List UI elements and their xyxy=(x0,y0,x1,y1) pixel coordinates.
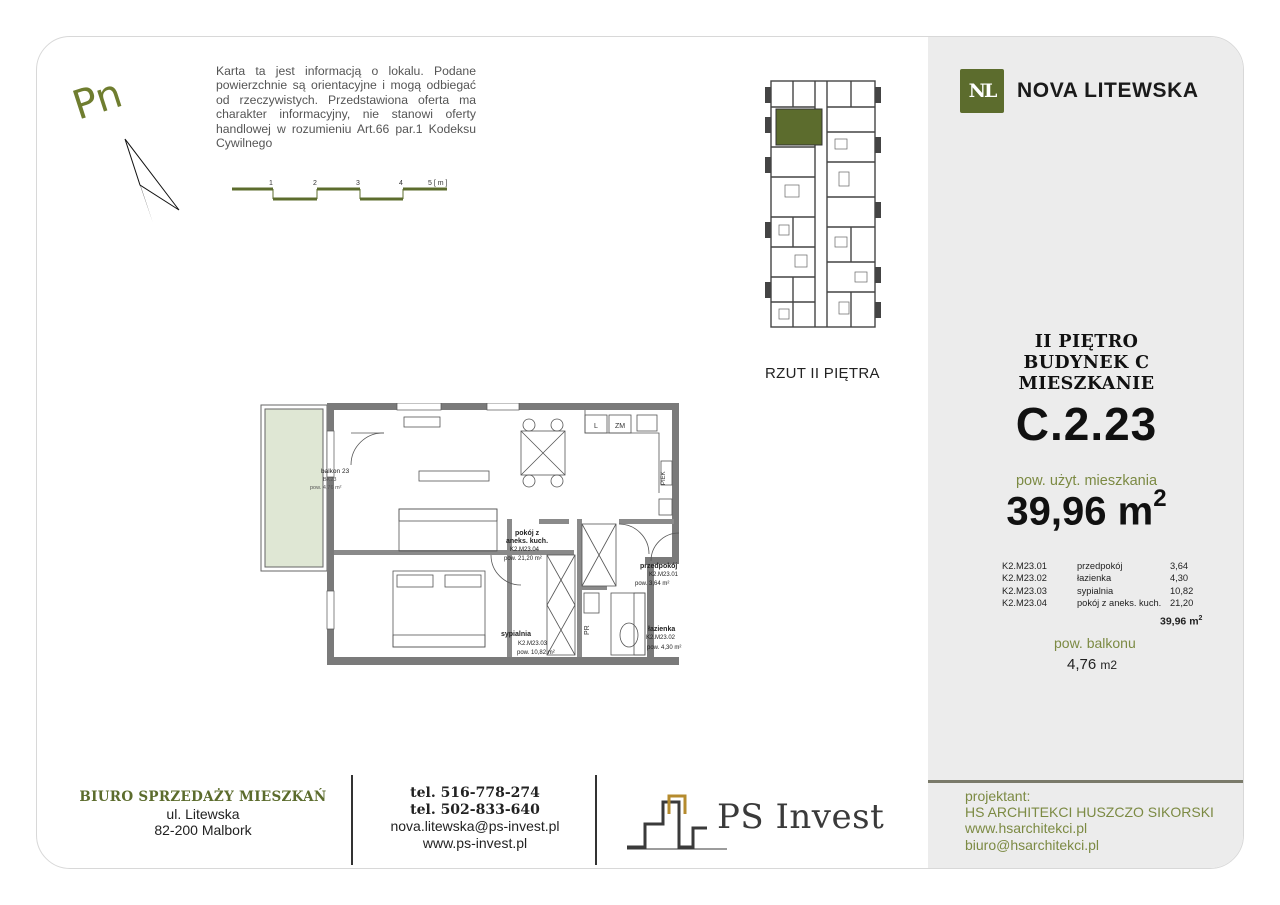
room-code: K2.M23.02 xyxy=(1002,573,1047,584)
apartment-floor-plan xyxy=(259,403,683,665)
scale-tick: 3 xyxy=(356,180,360,187)
bathroom-name: łazienka xyxy=(648,626,676,633)
brand-logo: NL xyxy=(960,69,1004,113)
apartment-type-label: MIESZKANIE xyxy=(1018,374,1155,394)
apartment-card xyxy=(36,36,1244,869)
apartment-number: C.2.23 xyxy=(1015,398,1158,450)
bedroom-code: K2.M23.03 xyxy=(518,641,548,647)
sales-office-street: ul. Litewska xyxy=(166,805,240,822)
oven-label: PIEK xyxy=(661,471,667,485)
sales-office xyxy=(73,789,333,839)
contact-website[interactable]: www.ps-invest.pl xyxy=(422,834,528,851)
phone-1[interactable]: tel. 516-778-274 xyxy=(410,785,540,801)
bedroom-name: sypialnia xyxy=(501,631,531,638)
living-area: pow. 21,20 m² xyxy=(504,556,542,562)
phone-2[interactable]: tel. 502-833-640 xyxy=(410,801,540,818)
contact-email[interactable]: nova.litewska@ps-invest.pl xyxy=(390,818,560,834)
scale-tick: 4 xyxy=(399,180,403,187)
table-row xyxy=(1000,560,1228,572)
dishwasher-label: ZM xyxy=(615,423,626,430)
room-code: K2.M23.01 xyxy=(1002,561,1047,572)
balcony-area-label: pow. balkonu xyxy=(1054,635,1136,651)
divider xyxy=(351,775,353,865)
table-row xyxy=(1000,597,1228,609)
contact-info xyxy=(355,785,595,851)
developer-name: PS Invest xyxy=(717,797,885,837)
bathroom-code: K2.M23.02 xyxy=(646,635,676,641)
room-name: przedpokój xyxy=(1077,561,1123,572)
scale-end-label: 5 [ m ] xyxy=(428,180,448,187)
table-row xyxy=(1000,572,1228,584)
hall-area: pow. 3,64 m² xyxy=(635,581,670,587)
developer-logo-icon xyxy=(627,792,727,852)
room-area: 21,20 xyxy=(1170,598,1194,609)
divider xyxy=(928,780,1244,783)
designer-company: HS ARCHITEKCI HUSZCZO SIKORSKI xyxy=(965,804,1214,821)
hall-name: przedpokój xyxy=(640,563,678,570)
usable-area-label: pow. użyt. mieszkania xyxy=(1015,473,1158,489)
room-name: sypialnia xyxy=(1077,585,1114,596)
info-sidebar xyxy=(928,37,1244,869)
scale-tick: 2 xyxy=(313,180,317,187)
scale-tick: 1 xyxy=(269,180,273,187)
north-arrow-icon xyxy=(121,135,183,227)
wardrobe-label: PR xyxy=(584,625,591,635)
balcony-name: balkon 23 xyxy=(321,468,350,475)
hall-code: K2.M23.01 xyxy=(649,572,679,578)
room-code: K2.M23.03 xyxy=(1002,585,1047,596)
living-name-line2: aneks. kuch. xyxy=(506,538,549,545)
designer-email[interactable]: biuro@hsarchitekci.pl xyxy=(965,836,1100,853)
room-area: 10,82 xyxy=(1170,585,1194,596)
designer-info xyxy=(965,788,1214,853)
key-plan-label: RZUT II PIĘTRA xyxy=(765,365,880,382)
living-name: pokój z xyxy=(515,530,540,537)
balcony-code: BK23 xyxy=(323,477,337,483)
floor-key-plan xyxy=(765,77,891,333)
room-area-table xyxy=(1000,560,1228,609)
designer-website[interactable]: www.hsarchitekci.pl xyxy=(965,820,1088,837)
sales-office-city: 82-200 Malbork xyxy=(154,822,252,838)
north-label: Pn xyxy=(67,70,128,130)
brand-name: NOVA LITEWSKA xyxy=(1017,79,1199,102)
highlighted-apartment xyxy=(776,109,822,145)
sales-office-title: BIURO SPRZEDAŻY MIESZKAŃ xyxy=(79,789,327,805)
rooms-total: 39,96 $m^2$ xyxy=(1160,615,1203,628)
balcony-area-label: pow. 4,76 m² xyxy=(310,485,342,491)
fridge-label: L xyxy=(594,423,598,430)
apartment-location xyxy=(928,332,1244,395)
living-code: K2.M23.04 xyxy=(510,547,540,553)
bedroom-area: pow. 10,82 m² xyxy=(517,650,555,656)
divider xyxy=(595,775,597,865)
room-code: K2.M23.04 xyxy=(1002,598,1047,609)
table-row xyxy=(1000,585,1228,597)
room-area: 3,64 xyxy=(1170,561,1189,572)
floor-label: II PIĘTRO xyxy=(1034,332,1139,352)
building-label: BUDYNEK C xyxy=(1023,353,1150,373)
scale-bar xyxy=(229,177,469,207)
bathroom-area: pow. 4,30 m² xyxy=(647,645,682,651)
room-area: 4,30 xyxy=(1170,573,1189,584)
usable-area-value: 39,96 $m^2$ xyxy=(1006,485,1167,534)
disclaimer-text: Karta ta jest informacją o lokalu. Podane powierzchnie są orientacyjne i mogą odbiegać od rzeczywistych. Przedstawiona oferta ma charakter informacyjny, nie stanowi oferty handlowej w rozumieniu Art.66 par.1 Kodeksu Cywilnego xyxy=(216,64,476,151)
room-name: pokój z aneks. kuch. xyxy=(1077,598,1162,609)
designer-label: projektant: xyxy=(965,788,1031,804)
room-name: łazienka xyxy=(1077,573,1112,584)
balcony-area-value: 4,76 m2 xyxy=(1067,656,1118,673)
